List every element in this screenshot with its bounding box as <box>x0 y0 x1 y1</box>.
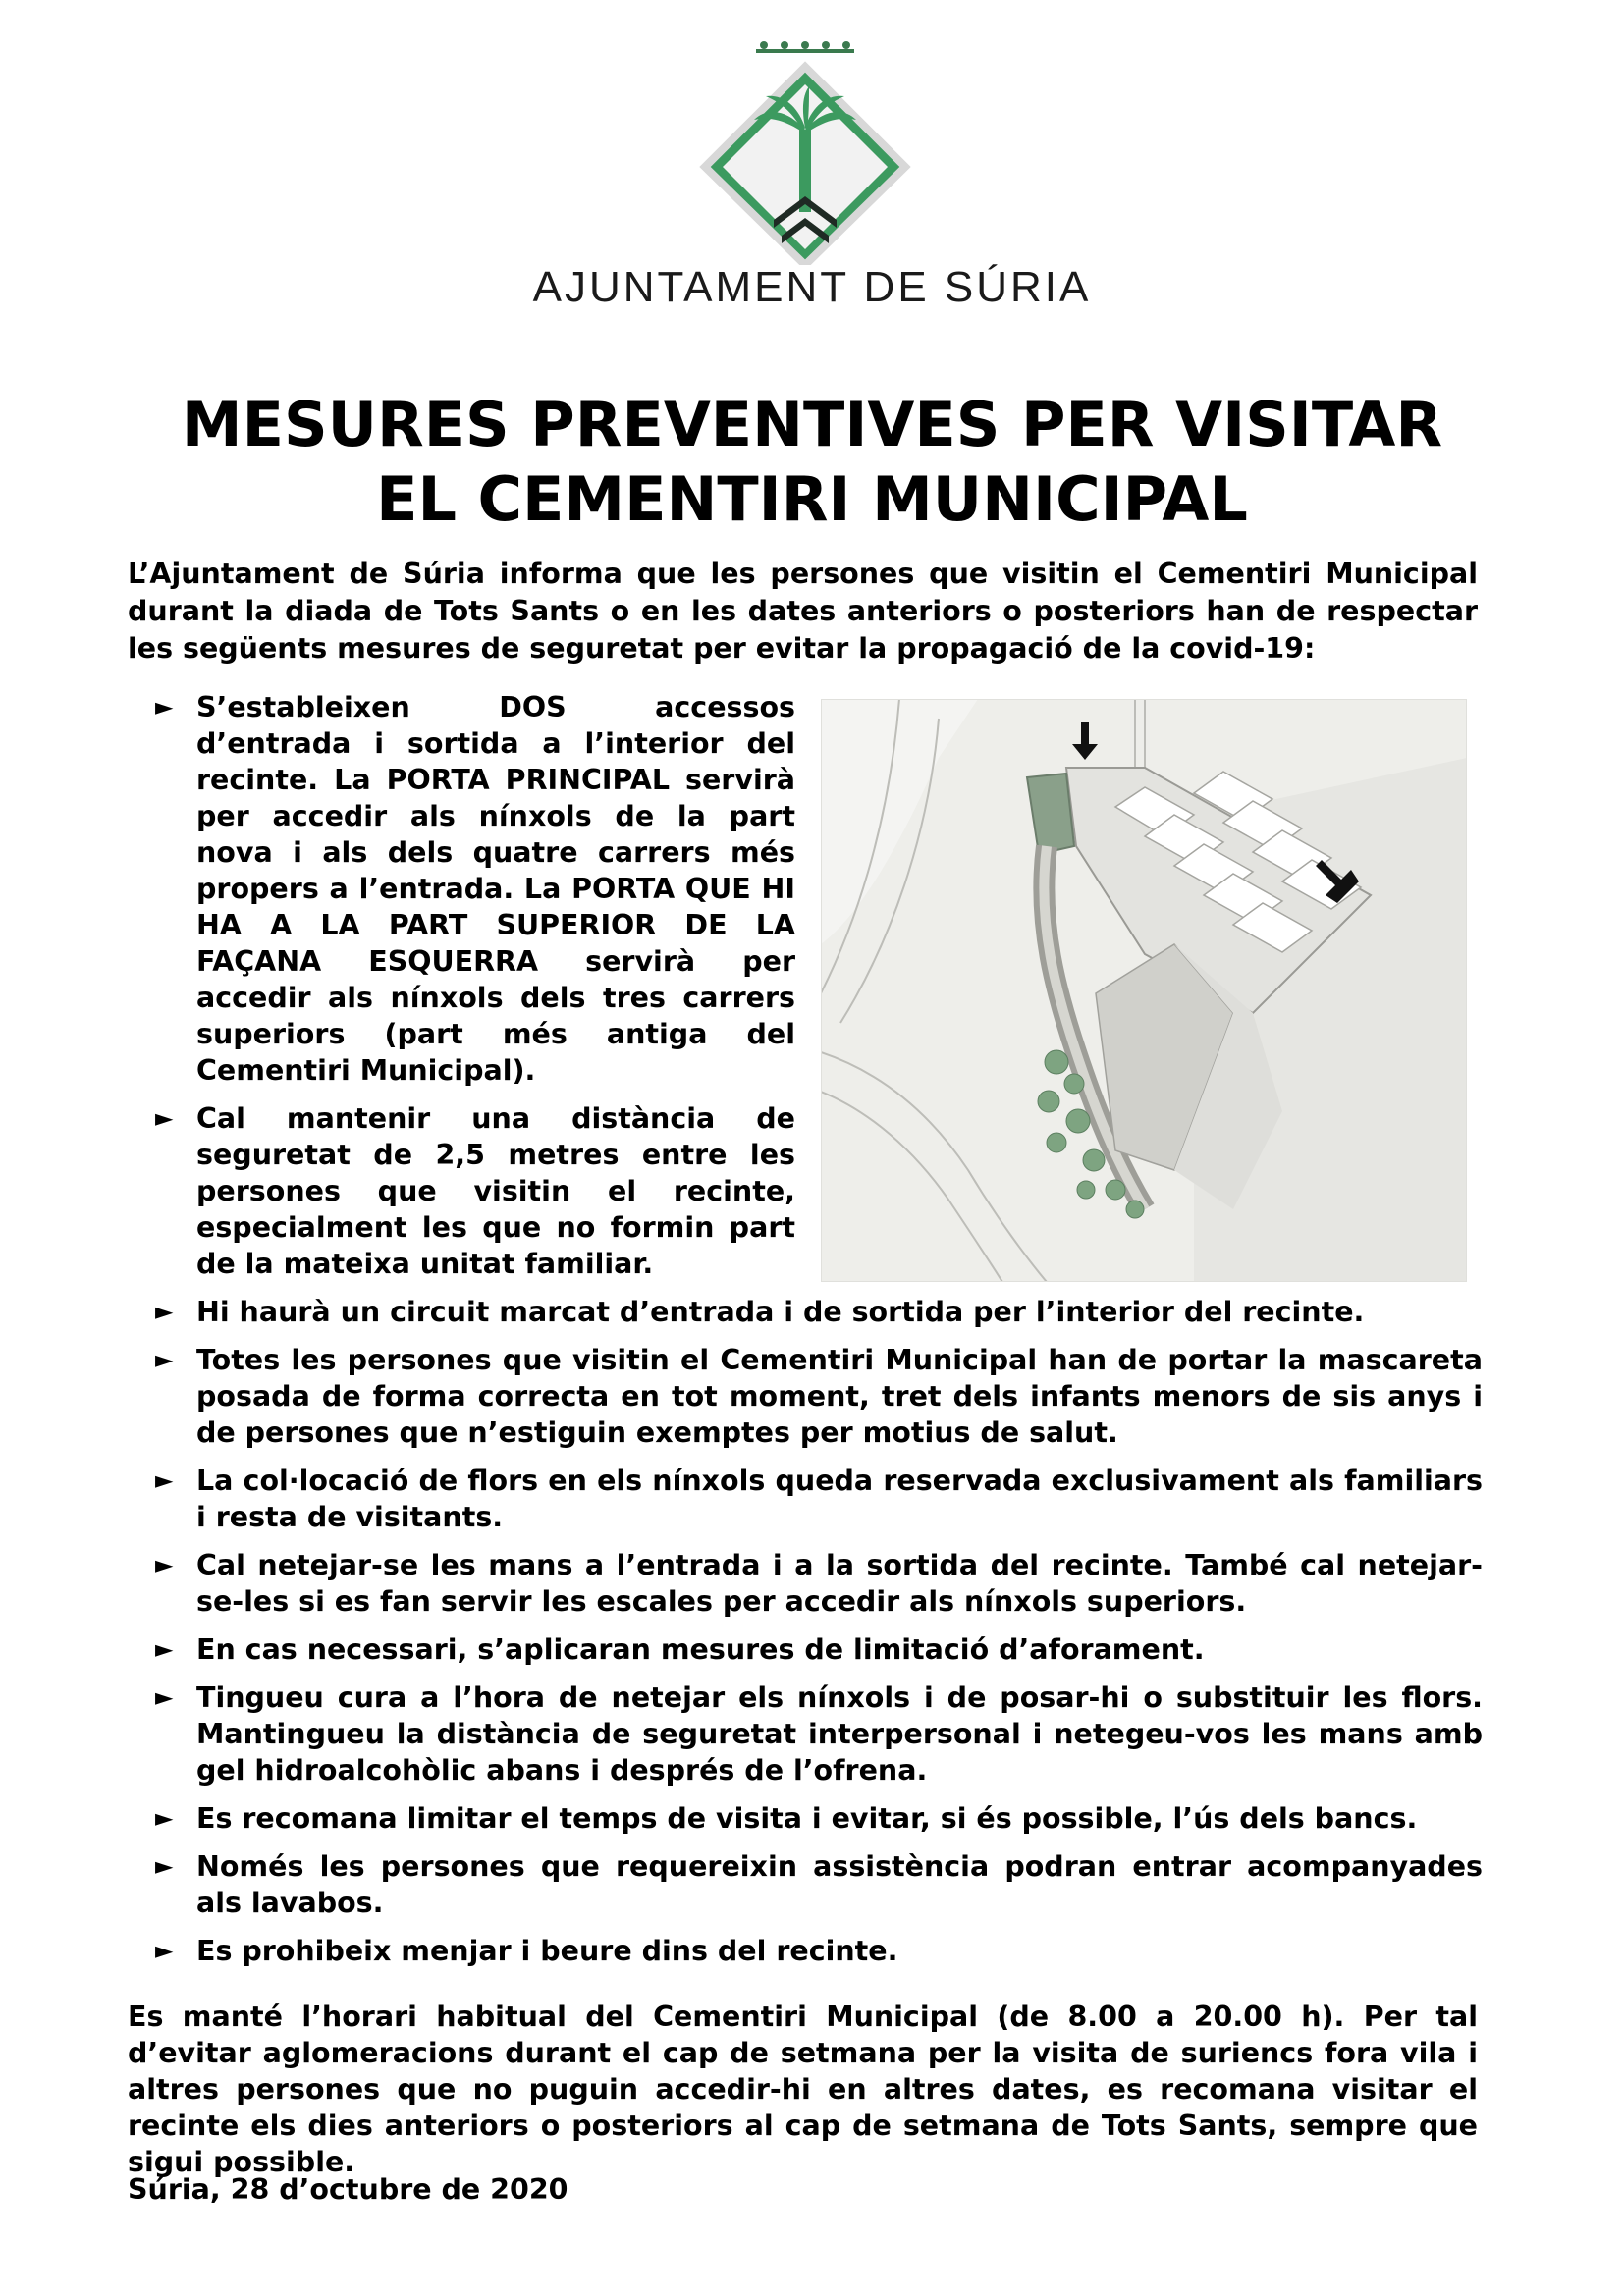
page-title <box>0 388 1624 537</box>
bullet-arrow-icon: ► <box>155 1298 174 1325</box>
title-line-2: EL CEMENTIRI MUNICIPAL <box>376 463 1248 535</box>
bullet-arrow-icon: ► <box>155 1683 174 1711</box>
organization-name: AJUNTAMENT DE SÚRIA <box>532 263 1092 311</box>
list-item: ► Totes les persones que visitin el Cementiri Municipal han de portar la mascareta posada de forma correcta en tot moment, tret dels infants menors de sis anys i de persones que n’estiguin exemptes per motius de salut. <box>155 1344 1483 1449</box>
coat-of-arms-logo-icon <box>687 39 923 265</box>
title-line-1: MESURES PREVENTIVES PER VISITAR <box>181 389 1443 460</box>
bullet-arrow-icon: ► <box>155 1852 174 1880</box>
list-item: ► En cas necessari, s’aplicaran mesures de limitació d’aforament. <box>155 1633 1205 1666</box>
list-item: ► Hi haurà un circuit marcat d’entrada i de sortida per l’interior del recinte. <box>155 1296 1365 1328</box>
measures-list <box>155 689 1483 1981</box>
bullet-arrow-icon: ► <box>155 1937 174 1964</box>
list-item: ► Només les persones que requereixin assistència podran entrar acompanyades als lavabos. <box>155 1850 1483 1919</box>
bullet-arrow-icon: ► <box>155 1104 174 1132</box>
bullet-arrow-icon: ► <box>155 1346 174 1373</box>
list-item: ► Cal netejar-se les mans a l’entrada i a la sortida del recinte. També cal netejar-se-les si es fan servir les escales per accedir als nínxols superiors. <box>155 1549 1483 1618</box>
bullet-arrow-icon: ► <box>155 1467 174 1494</box>
list-item: ► Es prohibeix menjar i beure dins del recinte. <box>155 1935 898 1967</box>
bullet-arrow-icon: ► <box>155 1804 174 1832</box>
list-item: ► S’estableixen DOS accessos d’entrada i sortida a l’interior del recinte. La PORTA PRINCIPAL servirà per accedir als nínxols de la part nova i als dels quatre carrers més propers a l’entrada. La PORTA QUE HI HA A LA PART SUPERIOR DE LA FAÇANA ESQUERRA servirà per accedir als nínxols dels tres carrers superiors (part més antiga del Cementiri Municipal). <box>155 691 795 1087</box>
bullet-arrow-icon: ► <box>155 1551 174 1578</box>
bullet-arrow-icon: ► <box>155 693 174 721</box>
intro-paragraph: L’Ajuntament de Súria informa que les persones que visitin el Cementiri Municipal durant la diada de Tots Sants o en les dates anteriors o posteriors han de respectar les següents mesures de seguretat per evitar la propagació de la covid-19: <box>128 558 1478 665</box>
bullet-arrow-icon: ► <box>155 1635 174 1663</box>
list-item: ► La col·locació de flors en els nínxols queda reservada exclusivament als familiars i resta de visitants. <box>155 1465 1483 1533</box>
list-item: ► Tingueu cura a l’hora de netejar els nínxols i de posar-hi o substituir les flors. Mantingueu la distància de seguretat interpersonal i netegeu-vos les mans amb gel hidroalcohòlic abans i després de l’ofrena. <box>155 1682 1483 1787</box>
list-item: ► Es recomana limitar el temps de visita i evitar, si és possible, l’ús dels bancs. <box>155 1802 1418 1835</box>
document-date: Súria, 28 d’octubre de 2020 <box>128 2173 568 2206</box>
closing-paragraph: Es manté l’horari habitual del Cementiri Municipal (de 8.00 a 20.00 h). Per tal d’evitar aglomeracions durant el cap de setmana per la visita de suriencs fora vila i altres persones que no puguin accedir-hi en altres dates, es recomana visitar el recinte els dies anteriors o posteriors al cap de setmana de Tots Sants, sempre que sigui possible. <box>128 2001 1478 2178</box>
list-item: ► Cal mantenir una distància de seguretat de 2,5 metres entre les persones que visitin el recinte, especialment les que no formin part de la mateixa unitat familiar. <box>155 1102 795 1280</box>
